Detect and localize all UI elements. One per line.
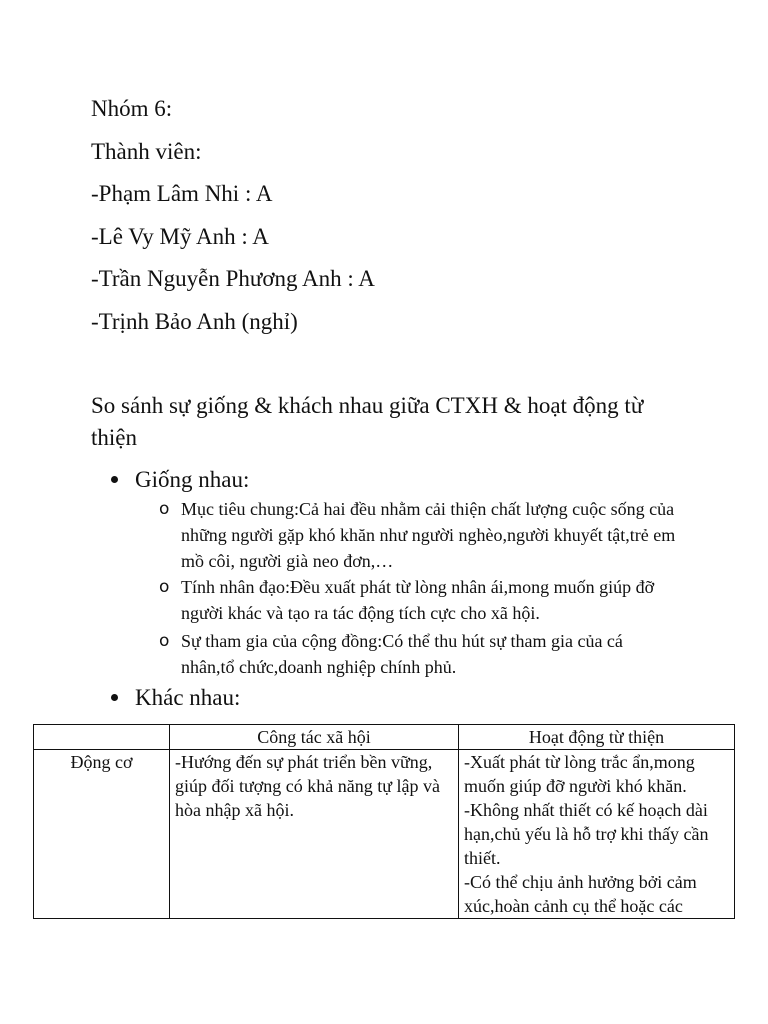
- table-header-row: [34, 725, 735, 750]
- social-work-cell: -Hướng đến sự phát triển bền vững, giúp đối tượng có khả năng tự lập và hòa nhập xã hội.: [170, 750, 459, 919]
- charity-line: -Không nhất thiết có kế hoạch dài hạn,chủ yếu là hỗ trợ khi thấy cần thiết.: [464, 800, 709, 868]
- sub-item: [159, 628, 679, 680]
- members-label: Thành viên:: [91, 139, 202, 164]
- comparison-table: [33, 724, 735, 919]
- group-name: Nhóm 6:: [91, 96, 173, 121]
- member-item: -Trần Nguyễn Phương Anh : A: [91, 266, 375, 291]
- table-header-cell: [34, 725, 170, 750]
- circle-bullet-icon: o: [159, 631, 170, 651]
- charity-cell: [459, 750, 735, 919]
- sub-item: [159, 496, 679, 574]
- bullet-different: [111, 684, 240, 712]
- table-row: [34, 750, 735, 919]
- bullet-similar-label: Giống nhau:: [135, 467, 250, 492]
- bullet-different-label: Khác nhau:: [135, 685, 241, 710]
- section-title: So sánh sự giống & khách nhau giữa CTXH & hoạt động từ thiện: [91, 393, 644, 450]
- member-item: -Phạm Lâm Nhi : A: [91, 181, 273, 206]
- bullet-dot-icon: [111, 476, 118, 483]
- charity-line: -Có thể chịu ảnh hưởng bởi cảm xúc,hoàn cảnh cụ thể hoặc các: [464, 872, 697, 916]
- bullet-dot-icon: [111, 694, 118, 701]
- member-item: -Lê Vy Mỹ Anh : A: [91, 224, 269, 249]
- charity-line: -Xuất phát từ lòng trắc ẩn,mong muốn giúp đỡ người khó khăn.: [464, 752, 695, 796]
- circle-bullet-icon: o: [159, 577, 170, 597]
- bullet-similar: [111, 466, 249, 494]
- sub-item-text: Mục tiêu chung:Cả hai đều nhằm cải thiện chất lượng cuộc sống của những người gặp khó khăn như người nghèo,người khuyết tật,trẻ em mồ côi, người già neo đơn,…: [181, 499, 676, 571]
- table-header-cell: Hoạt động từ thiện: [459, 725, 735, 750]
- row-label-cell: Động cơ: [34, 750, 170, 919]
- sub-item-text: Sự tham gia của cộng đồng:Có thể thu hút sự tham gia của cá nhân,tổ chức,doanh nghiệp chính phủ.: [181, 631, 623, 677]
- sub-item-text: Tính nhân đạo:Đều xuất phát từ lòng nhân ái,mong muốn giúp đỡ người khác và tạo ra tác động tích cực cho xã hội.: [181, 577, 655, 623]
- table-header-cell: Công tác xã hội: [170, 725, 459, 750]
- member-item: -Trịnh Bảo Anh (nghỉ): [91, 309, 298, 334]
- circle-bullet-icon: o: [159, 499, 170, 519]
- sub-item: [159, 574, 679, 626]
